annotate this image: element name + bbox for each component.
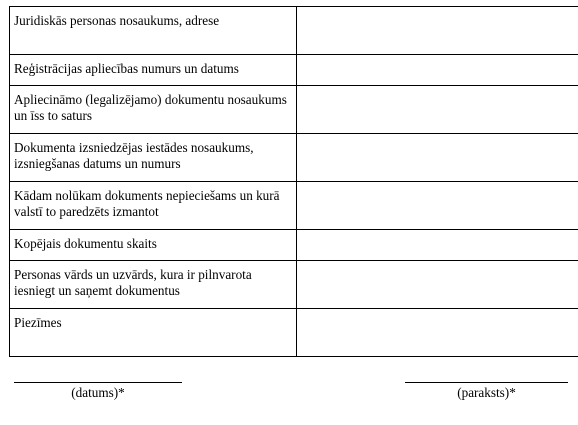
label-notes: Piezīmes <box>10 309 297 357</box>
signature-label: (paraksts)* <box>457 385 516 400</box>
signature-line[interactable] <box>405 382 568 383</box>
field-registration[interactable] <box>297 55 578 86</box>
date-line[interactable] <box>14 382 182 383</box>
form-row-registration <box>10 55 578 86</box>
field-authorized-person[interactable] <box>297 261 578 309</box>
field-legal-entity[interactable] <box>297 7 578 55</box>
label-registration: Reģistrācijas apliecības numurs un datums <box>10 55 297 86</box>
form-row-issuer <box>10 134 578 182</box>
field-document-count[interactable] <box>297 230 578 261</box>
form-row-documents <box>10 86 578 134</box>
form-row-purpose <box>10 182 578 230</box>
form-row-notes <box>10 309 578 357</box>
form-row-authorized-person <box>10 261 578 309</box>
signature-block <box>405 382 568 401</box>
field-documents[interactable] <box>297 86 578 134</box>
field-purpose[interactable] <box>297 182 578 230</box>
label-purpose: Kādam nolūkam dokuments nepieciešams un kurā valstī to paredzēts izmantot <box>10 182 297 230</box>
date-signature-block <box>14 382 182 401</box>
label-issuer: Dokumenta izsniedzējas iestādes nosaukums, izsniegšanas datums un numurs <box>10 134 297 182</box>
form-row-document-count <box>10 230 578 261</box>
label-authorized-person: Personas vārds un uzvārds, kura ir pilnvarota iesniegt un saņemt dokumentus <box>10 261 297 309</box>
label-documents: Apliecināmo (legalizējamo) dokumentu nosaukums un īss to saturs <box>10 86 297 134</box>
field-issuer[interactable] <box>297 134 578 182</box>
field-notes[interactable] <box>297 309 578 357</box>
label-document-count: Kopējais dokumentu skaits <box>10 230 297 261</box>
date-label: (datums)* <box>71 385 125 400</box>
label-legal-entity: Juridiskās personas nosaukums, adrese <box>10 7 297 55</box>
form-row-legal-entity <box>10 7 578 55</box>
application-form-table <box>9 6 578 357</box>
